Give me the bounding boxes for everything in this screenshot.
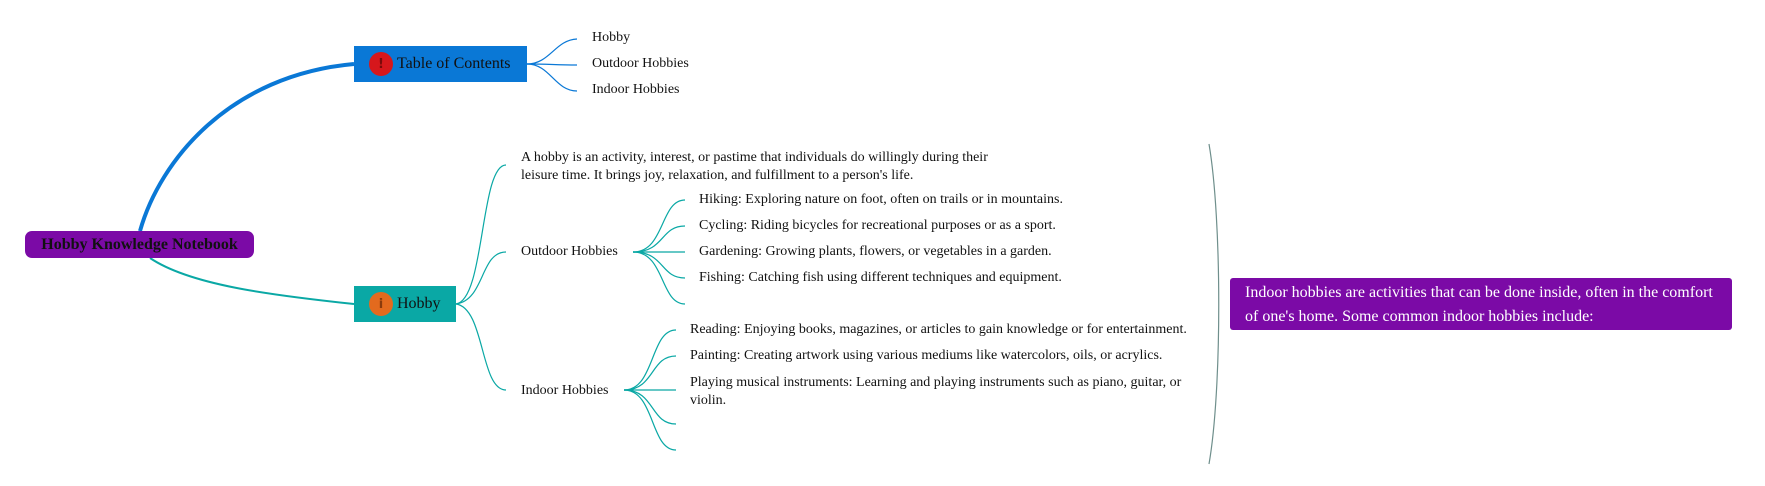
- indoor-fan: [624, 330, 676, 450]
- alert-icon: !: [369, 52, 393, 76]
- toc-label: Table of Contents: [397, 55, 511, 72]
- root-label: Hobby Knowledge Notebook: [41, 235, 238, 253]
- info-icon: i: [369, 292, 393, 316]
- hobby-label: Hobby: [397, 295, 441, 312]
- indoor-item-music[interactable]: Playing musical instruments: Learning and playing instruments such as piano, guitar, or violin.: [690, 375, 1182, 408]
- indoor-summary-callout[interactable]: Indoor hobbies are activities that can be done inside, often in the comfort of one's home. Some common indoor hobbies include:: [1230, 278, 1732, 330]
- summary-bracket: [1209, 144, 1219, 464]
- toc-item-indoor[interactable]: Indoor Hobbies: [592, 82, 680, 97]
- toc-item-outdoor[interactable]: Outdoor Hobbies: [592, 56, 689, 71]
- toc-node[interactable]: [354, 46, 527, 82]
- toc-fan: [527, 39, 577, 91]
- hobby-description[interactable]: A hobby is an activity, interest, or pastime that individuals do willingly during their leisure time. It brings joy, relaxation, and fulfillment to a person's life.: [521, 150, 988, 183]
- root-node[interactable]: [25, 231, 254, 258]
- hobby-fan: [456, 165, 506, 390]
- outdoor-fan: [633, 200, 685, 304]
- indoor-hobbies-node[interactable]: Indoor Hobbies: [521, 383, 609, 398]
- indoor-item-painting[interactable]: Painting: Creating artwork using various mediums like watercolors, oils, or acrylics.: [690, 348, 1163, 363]
- link-root-toc: [140, 64, 354, 231]
- outdoor-item-cycling[interactable]: Cycling: Riding bicycles for recreational purposes or as a sport.: [699, 218, 1056, 233]
- link-root-hobby: [150, 258, 354, 304]
- outdoor-item-fishing[interactable]: Fishing: Catching fish using different techniques and equipment.: [699, 270, 1062, 285]
- toc-item-hobby[interactable]: Hobby: [592, 30, 631, 45]
- hobby-node[interactable]: [354, 286, 456, 322]
- indoor-item-reading[interactable]: Reading: Enjoying books, magazines, or articles to gain knowledge or for entertainment.: [690, 322, 1187, 337]
- outdoor-item-hiking[interactable]: Hiking: Exploring nature on foot, often on trails or in mountains.: [699, 192, 1063, 207]
- outdoor-item-gardening[interactable]: Gardening: Growing plants, flowers, or vegetables in a garden.: [699, 244, 1052, 259]
- outdoor-hobbies-node[interactable]: Outdoor Hobbies: [521, 244, 618, 259]
